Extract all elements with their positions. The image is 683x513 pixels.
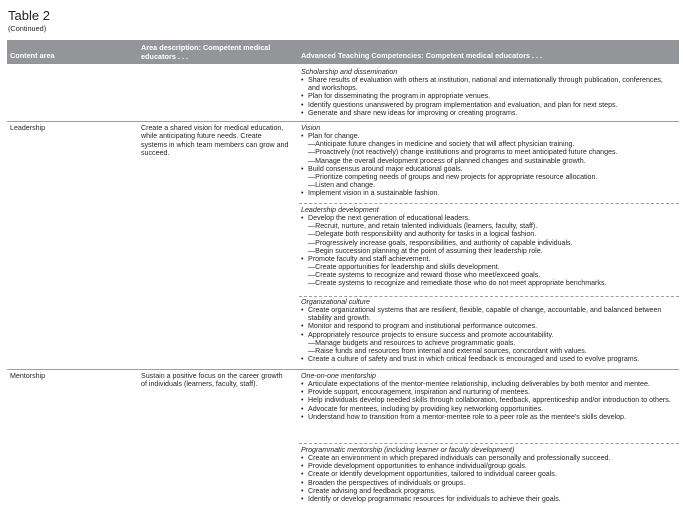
dash-item: —Anticipate future changes in medicine and society that will affect physician training. [308, 140, 575, 149]
table-subtitle: (Continued) [8, 24, 47, 33]
row-divider [7, 369, 679, 370]
item-list [301, 380, 676, 421]
section-title: Leadership development [301, 206, 379, 214]
table-header [7, 40, 679, 64]
item-list [301, 454, 676, 503]
section-scholarship-dissemination [301, 68, 676, 117]
dash-item: —Recruit, nurture, and retain talented individuals (learners, faculty, staff). [308, 222, 538, 231]
bullet-item: • Broaden the perspectives of individuals or groups. [301, 479, 676, 487]
section-title: Scholarship and dissemination [301, 68, 398, 76]
bullet-item: • Identify questions unanswered by program implementation and evaluation, and plan for next steps. [301, 101, 676, 109]
bullet-item: • Build consensus around major educational goals. [301, 165, 676, 173]
bullet-item: • Identify or develop programmatic resources for individuals to achieve their goals. [301, 495, 676, 503]
row-divider [7, 121, 679, 122]
section-divider [299, 296, 679, 297]
bullet-item: • Appropriately resource projects to ensure success and promote accountability. [301, 331, 676, 339]
dash-item: —Progressively increase goals, responsibilities, and authority of capable individuals. [308, 238, 573, 247]
section-programmatic-mentorship [301, 446, 676, 503]
dash-item: —Create systems to recognize and reward those who meet/exceed goals. [308, 271, 541, 280]
header-area-description: Area description: Competent medical educators . . . [141, 43, 271, 61]
bullet-item: • Implement vision in a sustainable fashion. [301, 189, 676, 197]
dash-item: —Raise funds and resources from internal and external sources, concordant with values. [308, 346, 587, 355]
content-area-leadership: Leadership [10, 124, 46, 132]
dash-item: —Manage the overall development process of planned changes and sustainable growth. [308, 156, 586, 165]
bullet-item: • Create organizational systems that are resilient, flexible, capable of change, accountable, and balanced between stability and growth. [301, 306, 676, 322]
item-list [301, 214, 676, 287]
dash-item: —Prioritize competing needs of groups and new projects for appropriate resource allocation. [308, 172, 598, 181]
bullet-item: • Provide support, encouragement, inspiration and nurturing of mentees. [301, 388, 676, 396]
content-area-mentorship: Mentorship [10, 372, 46, 380]
item-list [301, 76, 676, 117]
bullet-item: • Promote faculty and staff achievement. [301, 255, 676, 263]
bullet-item: • Advocate for mentees, including by providing key networking opportunities. [301, 405, 676, 413]
bullet-item: • Plan for change. [301, 132, 676, 140]
bullet-item: • Monitor and respond to program and institutional performance outcomes. [301, 322, 676, 330]
dash-item: —Listen and change. [308, 181, 376, 190]
section-title: Programmatic mentorship (including learner or faculty development) [301, 446, 515, 454]
dash-item: —Manage budgets and resources to achieve programmatic goals. [308, 338, 516, 347]
bullet-item: • Share results of evaluation with others at institution, national and internationally through publication, conferences, and workshops. [301, 76, 676, 92]
header-competencies: Advanced Teaching Competencies: Competent medical educators . . . [301, 51, 543, 60]
item-list [301, 306, 676, 363]
dash-item: —Proactively (not reactively) change institutions and programs to meet anticipated future changes. [308, 148, 618, 157]
bullet-item: • Create or identify development opportunities, tailored to individual career goals. [301, 470, 676, 478]
table-title: Table 2 [8, 8, 50, 23]
section-title: Organizational culture [301, 298, 371, 306]
dash-item: —Begin succession planning at the point of assuming their leadership role. [308, 246, 543, 255]
bullet-item: • Provide development opportunities to enhance individual/group goals. [301, 462, 676, 470]
section-divider [299, 203, 679, 204]
section-divider [299, 443, 679, 444]
section-organizational-culture [301, 298, 676, 363]
dash-item: —Delegate both responsibility and authority for tasks in a logical fashion. [308, 230, 537, 239]
bullet-item: • Create a culture of safety and trust in which critical feedback is encouraged and used to evolve programs. [301, 355, 676, 363]
section-title: One-on-one mentorship [301, 372, 376, 380]
bullet-item: • Help individuals develop needed skills through collaboration, feedback, apprenticeship and/or introduction to others. [301, 396, 676, 404]
bullet-item: • Plan for disseminating the program in appropriate venues. [301, 92, 676, 100]
bullet-item: • Create an environment in which prepared individuals can personally and professionally succeed. [301, 454, 676, 462]
dash-item: —Create systems to recognize and remediate those who do not meet appropriate benchmarks. [308, 279, 607, 288]
bullet-item: • Generate and share new ideas for improving or creating programs. [301, 109, 676, 117]
bullet-item: • Create advising and feedback programs. [301, 487, 676, 495]
section-one-on-one-mentorship [301, 372, 676, 421]
dash-item: —Create opportunities for leadership and skills development. [308, 263, 500, 272]
section-title: Vision [301, 124, 321, 132]
bullet-item: • Understand how to transition from a mentor-mentee role to a peer role as the mentee's skills develop. [301, 413, 676, 421]
bullet-item: • Develop the next generation of educational leaders. [301, 214, 676, 222]
section-leadership-development [301, 206, 676, 288]
bullet-item: • Articulate expectations of the mentor-mentee relationship, including deliverables by both mentor and mentee. [301, 380, 676, 388]
header-content-area: Content area [10, 51, 55, 60]
description-mentorship: Sustain a positive focus on the career growth of individuals (learners, faculty, staff). [141, 372, 283, 389]
item-list [301, 132, 676, 197]
description-leadership: Create a shared vision for medical education, while anticipating future needs. Create systems in which team members can grow and succeed. [141, 124, 289, 158]
section-vision [301, 124, 676, 197]
